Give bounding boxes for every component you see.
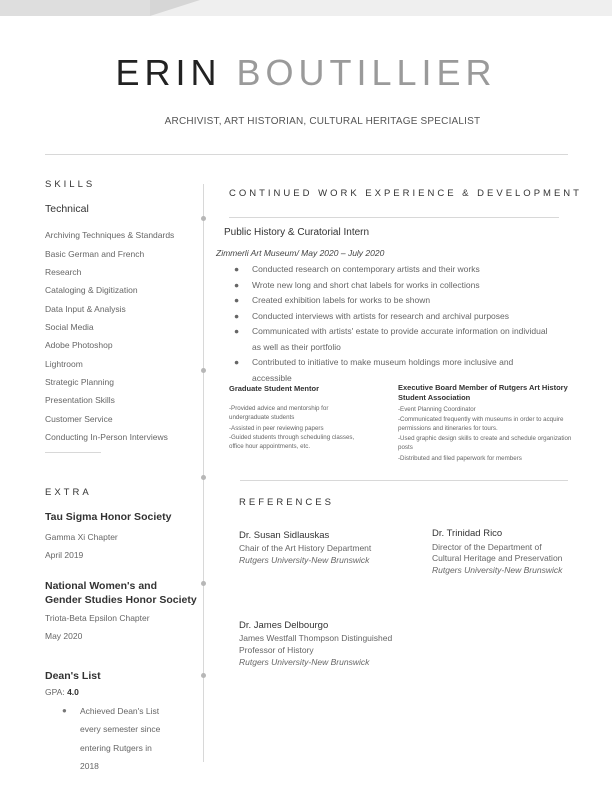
deans-list-line: every semester since [80,724,161,734]
board-line: -Communicated frequently with museums in order to acquire [398,416,564,423]
reference-name: Dr. Trinidad Rico [432,528,503,539]
list-item: ● Communicated with artists' estate to provide accurate information on individual as well as their portfolio [234,326,548,352]
references-heading: REFERENCES [239,497,334,508]
bullet-icon: ● [234,264,240,274]
skill-item: Customer Service [45,414,113,424]
list-item: ● Conducted interviews with artists for research and archival purposes [234,309,554,325]
skill-item: Basic German and French [45,249,145,259]
deans-list-line: entering Rutgers in [80,743,152,753]
mentor-title: Graduate Student Mentor [229,384,320,393]
timeline-dot [201,216,206,221]
skills-heading: SKILLS [45,179,96,190]
mentor-line: -Assisted in peer reviewing papers [229,425,324,432]
skill-item: Presentation Skills [45,395,115,405]
skills-divider [45,452,101,453]
honor-society-name: National Women's and [45,580,157,592]
skill-item: Lightroom [45,359,83,369]
board-line: -Used graphic design skills to create and schedule organization [398,435,572,442]
top-decor-diagonal [150,0,200,16]
reference-position: James Westfall Thompson Distinguished [239,633,393,643]
resume-subtitle: ARCHIVIST, ART HISTORIAN, CULTURAL HERITAGE SPECIALIST [164,116,481,127]
honor-society-name: Tau Sigma Honor Society [45,511,172,523]
honor-society-chapter: Gamma Xi Chapter [45,532,118,542]
honor-society-date: April 2019 [45,550,84,560]
reference-institution: Rutgers University-New Brunswick [239,555,370,565]
extra-heading: EXTRA [45,487,92,498]
reference-position: Professor of History [239,645,314,655]
gpa-value: 4.0 [67,687,79,697]
timeline-dot [201,368,206,373]
bullet-icon: ● [234,279,240,290]
reference-institution: Rutgers University-New Brunswick [239,657,370,667]
last-name: BOUTILLIER [236,52,497,93]
board-line: permissions and itineraries for tours. [398,425,498,432]
skill-item: Research [45,267,82,277]
reference-name: Dr. Susan Sidlauskas [239,530,330,541]
skill-item: Conducting In-Person Interviews [45,432,168,442]
deans-list-line: 2018 [80,761,99,771]
resume-name [0,52,612,94]
experience-heading: CONTINUED WORK EXPERIENCE & DEVELOPMENT [229,188,582,199]
bullet-icon: ● [62,706,67,715]
mentor-line: office hour appointments, etc. [229,443,311,450]
board-line: -Distributed and filed paperwork for members [398,455,522,462]
reference-position: Chair of the Art History Department [239,543,372,553]
list-item: ● Wrote new long and short chat labels for works in collections [234,278,554,294]
job-organization: Zimmerli Art Museum/ May 2020 – July 2020 [216,248,385,258]
deans-list-line: Achieved Dean's List [80,706,160,716]
mentor-line: undergraduate students [229,414,295,421]
technical-heading: Technical [45,203,89,215]
list-item: ● Contributed to initiative to make museum holdings more inclusive and accessible [234,357,514,383]
first-name: ERIN [115,52,222,93]
bullet-icon: ● [234,310,240,321]
board-title: Student Association [398,393,471,402]
reference-name: Dr. James Delbourgo [239,620,329,631]
bullet-icon: ● [234,357,240,367]
timeline-dot [201,475,206,480]
board-line: -Event Planning Coordinator [398,406,476,413]
header-divider [45,154,568,155]
skill-item: Cataloging & Digitization [45,285,138,295]
timeline-dot [201,581,206,586]
skill-item: Adobe Photoshop [45,340,113,350]
board-line: posts [398,444,413,451]
job-title: Public History & Curatorial Intern [224,227,370,238]
deans-list-heading: Dean's List [45,670,101,682]
honor-society-chapter: Triota-Beta Epsilon Chapter [45,613,150,623]
board-title: Executive Board Member of Rutgers Art History [398,383,568,392]
bullet-icon: ● [234,295,240,305]
gpa-label: GPA: [45,687,65,697]
mentor-line: -Guided students through scheduling classes, [229,434,355,441]
gpa [45,687,79,697]
honor-society-name: Gender Studies Honor Society [45,594,197,606]
reference-position: Cultural Heritage and Preservation [432,553,563,563]
timeline-dot [201,673,206,678]
list-item: ● Conducted research on contemporary artists and their works [234,262,554,278]
skill-item: Strategic Planning [45,377,114,387]
honor-society-date: May 2020 [45,631,83,641]
bullet-icon: ● [234,326,240,336]
job-bullet-list [234,262,554,386]
experience-divider [229,217,559,218]
skill-item: Social Media [45,322,94,332]
mentor-line: -Provided advice and mentorship for [229,405,329,412]
top-decor-dark [0,0,150,16]
skill-item: Data Input & Analysis [45,304,126,314]
reference-position: Director of the Department of [432,542,542,552]
references-divider [240,480,568,481]
skill-item: Archiving Techniques & Standards [45,230,175,240]
list-item: ● Created exhibition labels for works to be shown [234,293,554,309]
reference-institution: Rutgers University-New Brunswick [432,565,563,575]
